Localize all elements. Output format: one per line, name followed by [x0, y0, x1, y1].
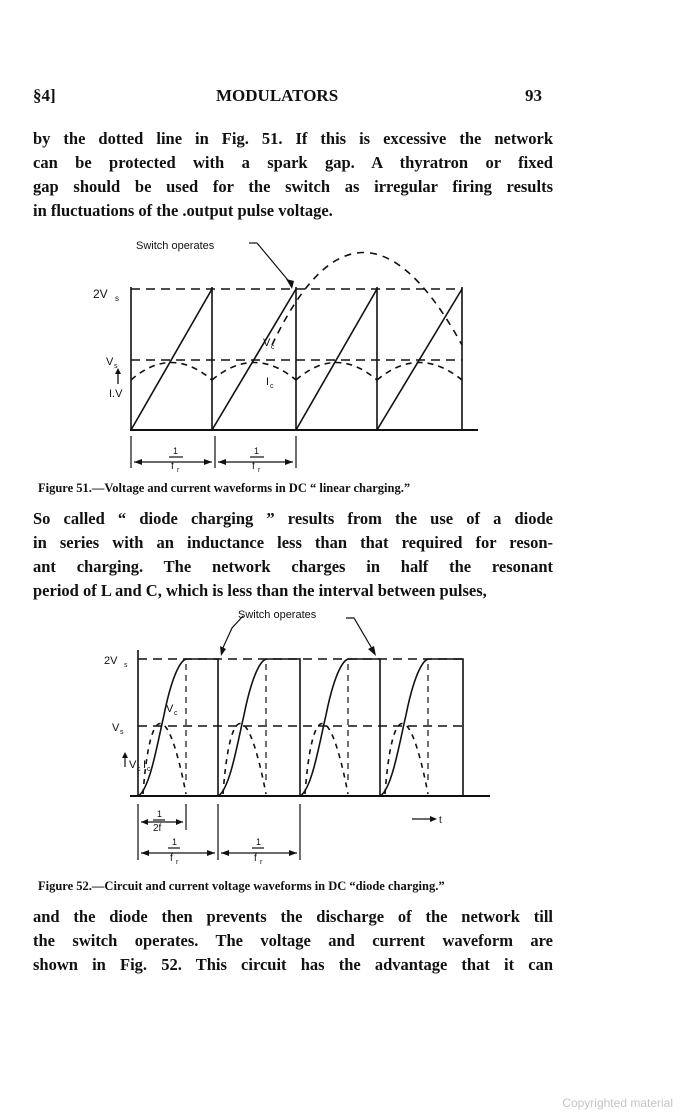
vc-pulse — [380, 659, 463, 796]
text-line: period of L and C, which is less than the interval between pulses, — [33, 581, 487, 600]
label-vs-sub: s — [120, 729, 124, 736]
label-2vs: 2V — [104, 655, 118, 667]
vc-pulse — [300, 659, 380, 796]
label-ic-axis: I — [143, 759, 147, 771]
pointer-line — [221, 616, 243, 652]
section-marker: §4] — [33, 86, 56, 105]
label-vc: V — [263, 337, 271, 349]
label-ic-sub: c — [270, 383, 274, 390]
svg-text:c: c — [137, 766, 141, 773]
fraction-denominator: 2f — [153, 823, 162, 834]
text-line: by the dotted line in Fig. 51. If this is excessive the network — [33, 129, 553, 148]
vc-pulse — [218, 659, 300, 796]
label-vc-sub: c — [271, 344, 275, 351]
svg-text:r: r — [260, 859, 263, 866]
text-line: can be protected with a spark gap. A thyratron or fixed — [33, 153, 553, 172]
label-iv: I.V — [109, 388, 123, 400]
text-line: the switch operates. The voltage and current waveform are — [33, 931, 553, 950]
ic-bump — [223, 724, 266, 795]
label-2vs-sub: s — [124, 662, 128, 669]
fraction-denominator: f — [170, 853, 173, 864]
ic-bump — [385, 724, 428, 795]
fraction-denominator: f — [171, 461, 174, 472]
fraction-denominator: f — [254, 853, 257, 864]
paragraph-3 — [33, 905, 553, 977]
text-line: in fluctuations of the .output pulse voltage. — [33, 201, 333, 220]
page-number: 93 — [525, 86, 542, 105]
label-vs: V — [112, 722, 120, 734]
label-vc: V — [166, 703, 174, 715]
running-title: MODULATORS — [216, 86, 339, 105]
label-2vs-sub: s — [115, 294, 119, 303]
ic-bump — [143, 724, 186, 795]
svg-text:r: r — [176, 859, 179, 866]
vc-pulse — [138, 659, 218, 796]
text-line: So called “ diode charging ” results from the use of a diode — [33, 509, 553, 528]
text-line: and the diode then prevents the discharge of the network till — [33, 907, 553, 926]
label-t: t — [439, 815, 442, 826]
fraction-numerator: 1 — [173, 446, 179, 456]
label-vc-sub: c — [174, 710, 178, 717]
text-line: ant charging. The network charges in half the resonant — [33, 557, 553, 576]
ic-bump — [305, 724, 348, 795]
text-line: gap should be used for the switch as irregular firing results — [33, 177, 553, 196]
fraction-numerator: 1 — [254, 446, 260, 456]
switch-operates-label: Switch operates — [238, 609, 317, 621]
label-2vs: 2V — [93, 287, 108, 301]
switch-operates-label: Switch operates — [136, 240, 215, 252]
label-vs-sub: s — [114, 363, 118, 370]
label-vc-axis: V — [129, 759, 137, 771]
text-line: shown in Fig. 52. This circuit has the advantage that it can — [33, 955, 553, 974]
svg-text:r: r — [177, 467, 180, 474]
fraction-numerator: 1 — [172, 837, 178, 847]
fraction-denominator: f — [252, 461, 255, 472]
text-line: in series with an inductance less than that required for reson- — [33, 533, 553, 552]
pointer-line — [346, 618, 374, 652]
label-ic: I — [266, 376, 270, 388]
svg-text:r: r — [258, 467, 261, 474]
figure-51-caption: Figure 51.—Voltage and current waveforms in DC “ linear charging.” — [38, 481, 411, 495]
fraction-numerator: 1 — [256, 837, 262, 847]
copyright-watermark: Copyrighted material — [562, 1096, 673, 1110]
label-vs: V — [106, 356, 114, 368]
svg-text:c: c — [147, 766, 151, 773]
fraction-numerator: 1 — [157, 809, 163, 819]
figure-52-caption: Figure 52.—Circuit and current voltage waveforms in DC “diode charging.” — [38, 879, 445, 893]
